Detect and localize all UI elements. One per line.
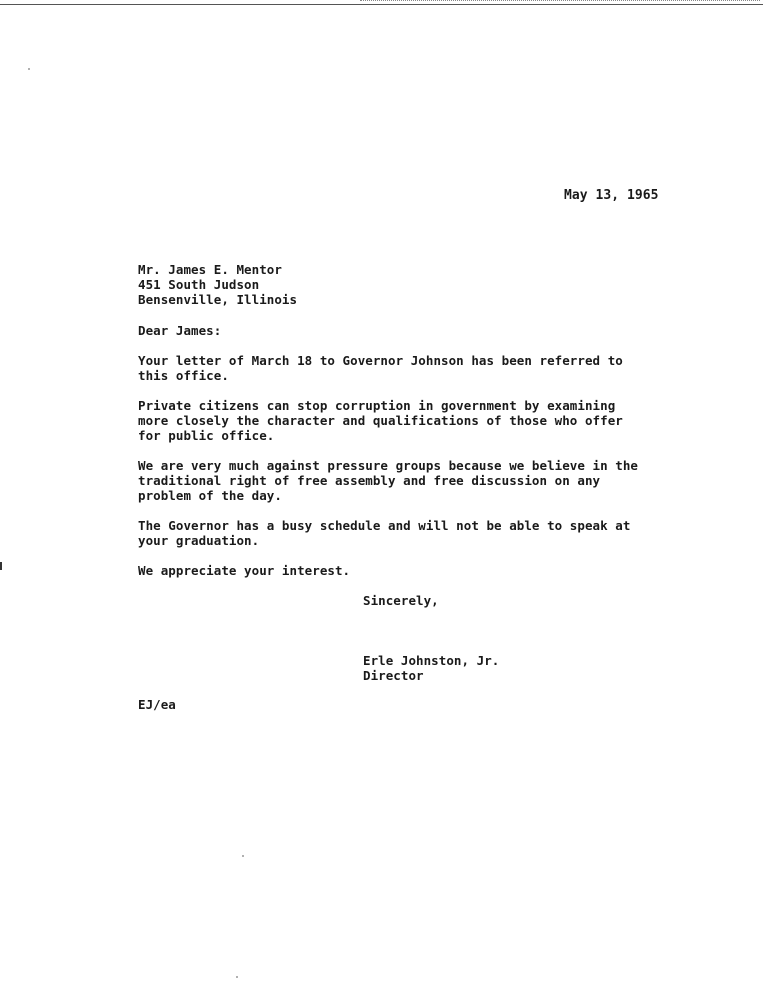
paragraph-3-line-2: traditional right of free assembly and free discussion on any: [138, 473, 601, 488]
paragraph-3-line-1: We are very much against pressure groups because we believe in the: [138, 458, 638, 473]
paragraph-3-line-3: problem of the day.: [138, 488, 282, 503]
salutation: Dear James:: [138, 323, 222, 338]
closing: Sincerely,: [363, 593, 439, 608]
recipient-city: Bensenville, Illinois: [138, 292, 298, 307]
reference-initials: EJ/ea: [138, 697, 176, 712]
paragraph-2-line-3: for public office.: [138, 428, 275, 443]
left-margin-mark: [0, 562, 2, 570]
paragraph-5-line-1: We appreciate your interest.: [138, 563, 351, 578]
top-edge-dotted-line: [360, 0, 760, 6]
paragraph-1-line-2: this office.: [138, 368, 229, 383]
paragraph-4-line-1: The Governor has a busy schedule and will not be able to speak at: [138, 518, 631, 533]
letter-date: May 13, 1965: [564, 188, 659, 203]
paragraph-2-line-1: Private citizens can stop corruption in government by examining: [138, 398, 616, 413]
paragraph-4-line-2: your graduation.: [138, 533, 260, 548]
signer-title: Director: [363, 668, 424, 683]
recipient-name: Mr. James E. Mentor: [138, 262, 282, 277]
signer-name: Erle Johnston, Jr.: [363, 653, 500, 668]
paragraph-2-line-2: more closely the character and qualifications of those who offer: [138, 413, 623, 428]
paragraph-1-line-1: Your letter of March 18 to Governor Johnson has been referred to: [138, 353, 623, 368]
scan-speck: [242, 855, 244, 857]
scan-speck: [236, 976, 238, 978]
recipient-street: 451 South Judson: [138, 277, 260, 292]
scan-speck: [28, 68, 30, 70]
